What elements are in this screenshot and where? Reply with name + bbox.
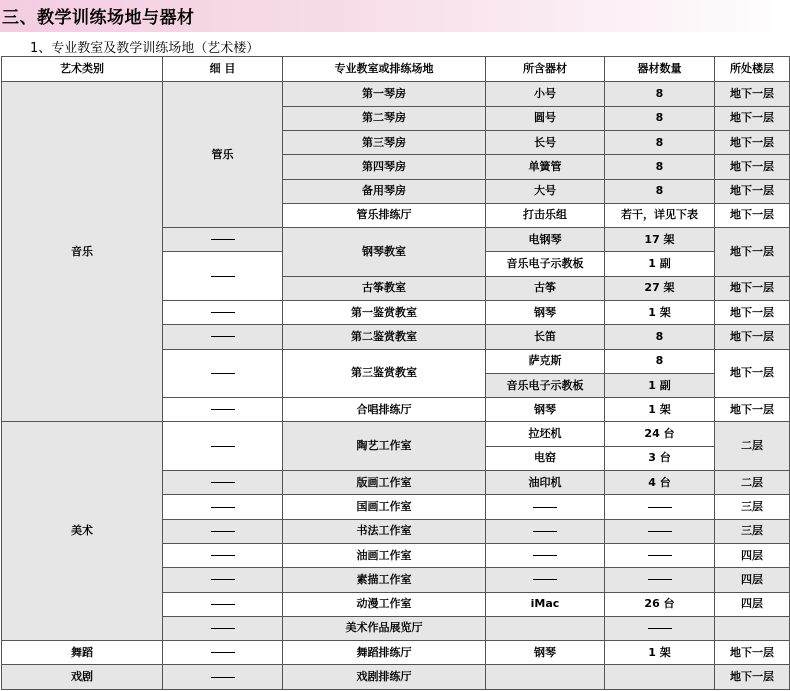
equipment: 钢琴 [486,641,605,665]
room-name: 第三琴房 [283,130,486,154]
floor: 四层 [715,568,790,592]
dash-mark [211,531,235,532]
dash-mark [648,579,672,580]
quantity: 1 架 [605,300,715,324]
dash-mark [211,409,235,410]
floor: 地下一层 [715,325,790,349]
room-name: 国画工作室 [283,495,486,519]
room-name: 第三鉴赏教室 [283,349,486,398]
equipment-dash [486,543,605,567]
header-subcategory: 细 目 [163,57,283,82]
equipment: 长笛 [486,325,605,349]
subcategory-dash [163,228,283,252]
subcategory-dash [163,568,283,592]
floor: 地下一层 [715,349,790,398]
room-name: 第二鉴赏教室 [283,325,486,349]
equipment-dash [486,495,605,519]
room-name: 素描工作室 [283,568,486,592]
dash-mark [211,336,235,337]
equipment-dash [486,519,605,543]
dash-mark [211,555,235,556]
dash-mark [648,531,672,532]
floor: 地下一层 [715,155,790,179]
quantity: 8 [605,179,715,203]
quantity-dash [605,543,715,567]
floor: 三层 [715,495,790,519]
room-name: 古筝教室 [283,276,486,300]
floor: 地下一层 [715,82,790,106]
quantity: 1 副 [605,373,715,397]
equipment: 长号 [486,130,605,154]
floor: 地下一层 [715,398,790,422]
floor: 地下一层 [715,276,790,300]
subcategory-dash [163,300,283,324]
floor: 地下一层 [715,300,790,324]
quantity: 3 台 [605,446,715,470]
header-room: 专业教室或排练场地 [283,57,486,82]
floor: 地下一层 [715,179,790,203]
floor: 地下一层 [715,203,790,227]
equipment: 拉坯机 [486,422,605,446]
quantity: 1 副 [605,252,715,276]
category-art: 美术 [2,422,163,641]
subcategory-dash [163,519,283,543]
quantity: 8 [605,325,715,349]
subcategory-dash [163,543,283,567]
quantity: 1 架 [605,641,715,665]
page-title: 三、教学训练场地与器材 [2,8,195,28]
dash-mark [533,555,557,556]
equipment: 电窑 [486,446,605,470]
quantity: 8 [605,82,715,106]
room-name: 动漫工作室 [283,592,486,616]
equipment: 古筝 [486,276,605,300]
dash-mark [211,652,235,653]
equipment-empty [486,616,605,640]
header-category: 艺术类别 [2,57,163,82]
quantity: 1 架 [605,398,715,422]
equipment: 音乐电子示教板 [486,252,605,276]
table-header-row [2,57,790,82]
category-drama: 戏剧 [2,665,163,690]
room-name: 版画工作室 [283,471,486,495]
equipment: 音乐电子示教板 [486,373,605,397]
header-quantity: 器材数量 [605,57,715,82]
dash-mark [211,579,235,580]
equipment: 打击乐组 [486,203,605,227]
equipment: 萨克斯 [486,349,605,373]
room-name: 陶艺工作室 [283,422,486,471]
dash-mark [648,507,672,508]
floor: 二层 [715,471,790,495]
equipment: iMac [486,592,605,616]
quantity: 26 台 [605,592,715,616]
room-name: 油画工作室 [283,543,486,567]
dash-mark [211,507,235,508]
quantity: 27 架 [605,276,715,300]
quantity: 8 [605,349,715,373]
room-name: 戏剧排练厅 [283,665,486,690]
room-name: 第二琴房 [283,106,486,130]
dash-mark [533,531,557,532]
equipment: 钢琴 [486,398,605,422]
floor: 地下一层 [715,130,790,154]
subcategory-dash [163,252,283,301]
room-name: 钢琴教室 [283,228,486,277]
equipment-dash [486,568,605,592]
floor: 地下一层 [715,665,790,690]
equipment-empty [486,665,605,690]
subcategory-brass: 管乐 [163,82,283,228]
table-row [2,82,790,106]
floor: 四层 [715,543,790,567]
subcategory-dash [163,471,283,495]
header-equipment: 所含器材 [486,57,605,82]
room-name: 舞蹈排练厅 [283,641,486,665]
equipment: 油印机 [486,471,605,495]
dash-mark [211,276,235,277]
floor: 四层 [715,592,790,616]
dash-mark [533,579,557,580]
quantity: 8 [605,106,715,130]
equipment: 电钢琴 [486,228,605,252]
category-dance: 舞蹈 [2,641,163,665]
quantity: 17 架 [605,228,715,252]
subcategory-dash [163,665,283,690]
quantity-dash [605,519,715,543]
floor: 地下一层 [715,641,790,665]
category-music: 音乐 [2,82,163,422]
quantity-dash [605,495,715,519]
dash-mark [211,312,235,313]
room-name: 管乐排练厅 [283,203,486,227]
quantity-empty [605,665,715,690]
subcategory-dash [163,616,283,640]
dash-mark [211,628,235,629]
floor: 地下一层 [715,106,790,130]
quantity: 若干，详见下表 [605,203,715,227]
quantity: 8 [605,155,715,179]
floor: 三层 [715,519,790,543]
quantity: 4 台 [605,471,715,495]
dash-mark [211,604,235,605]
dash-mark [648,628,672,629]
floor: 地下一层 [715,228,790,277]
subcategory-dash [163,592,283,616]
subcategory-dash [163,349,283,398]
dash-mark [211,446,235,447]
floor-empty [715,616,790,640]
quantity-dash [605,568,715,592]
equipment: 小号 [486,82,605,106]
header-floor: 所处楼层 [715,57,790,82]
table-row [2,641,790,665]
equipment: 单簧管 [486,155,605,179]
equipment: 钢琴 [486,300,605,324]
room-name: 第一琴房 [283,82,486,106]
dash-mark [648,555,672,556]
room-name: 书法工作室 [283,519,486,543]
dash-mark [533,507,557,508]
equipment: 大号 [486,179,605,203]
equipment: 圆号 [486,106,605,130]
floor: 二层 [715,422,790,471]
quantity: 8 [605,130,715,154]
room-name: 第一鉴赏教室 [283,300,486,324]
dash-mark [211,239,235,240]
dash-mark [211,373,235,374]
room-name: 第四琴房 [283,155,486,179]
subcategory-dash [163,422,283,471]
quantity-dash [605,616,715,640]
room-name: 美术作品展览厅 [283,616,486,640]
dash-mark [211,482,235,483]
table-row [2,665,790,690]
table-row [2,422,790,446]
subcategory-dash [163,398,283,422]
room-name: 合唱排练厅 [283,398,486,422]
section-subtitle: 1、专业教室及教学训练场地（艺术楼） [30,41,260,56]
subcategory-dash [163,641,283,665]
quantity: 24 台 [605,422,715,446]
subcategory-dash [163,495,283,519]
subcategory-dash [163,325,283,349]
equipment-table [1,56,790,690]
room-name: 备用琴房 [283,179,486,203]
dash-mark [211,677,235,678]
